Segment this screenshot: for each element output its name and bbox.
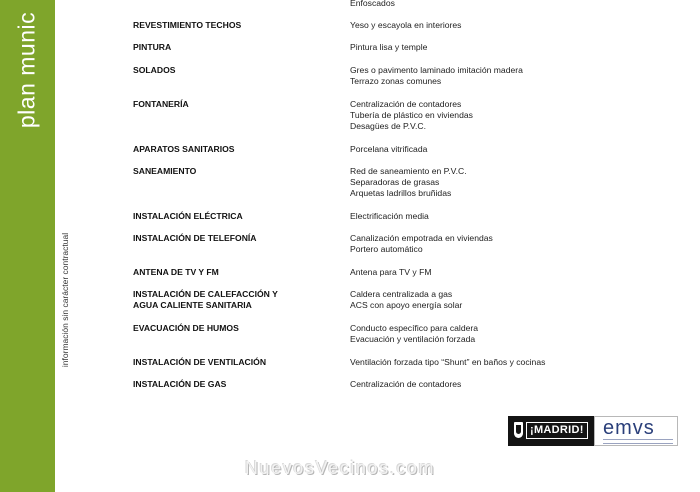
spec-value-line: Portero automático bbox=[350, 244, 423, 255]
emvs-subtitle-lines bbox=[603, 439, 673, 444]
spec-value-line: Ventilación forzada tipo “Shunt” en baños y cocinas bbox=[350, 357, 546, 367]
spec-label: INSTALACIÓN ELÉCTRICA bbox=[133, 211, 243, 221]
spec-label: ANTENA DE TV Y FM bbox=[133, 267, 219, 277]
spec-value-line: Conducto específico para caldera bbox=[350, 323, 479, 333]
spec-label: PINTURA bbox=[133, 42, 172, 52]
spec-value bbox=[350, 211, 650, 222]
spec-value bbox=[350, 20, 650, 31]
spec-value-line: Yeso y escayola en interiores bbox=[350, 20, 462, 30]
spec-value-line: Canalización empotrada en viviendas bbox=[350, 233, 493, 243]
madrid-logo-text: ¡MADRID! bbox=[526, 422, 588, 439]
emvs-logo-text: emvs bbox=[603, 417, 655, 439]
spec-label: SANEAMIENTO bbox=[133, 166, 197, 176]
spec-value-line: Enfoscados bbox=[350, 0, 395, 8]
contract-disclaimer: información sin carácter contractual bbox=[60, 232, 70, 368]
spec-value bbox=[350, 99, 650, 133]
spec-value bbox=[350, 357, 650, 368]
spec-value-line: Caldera centralizada a gas bbox=[350, 289, 453, 299]
spec-label: INSTALACIÓN DE GAS bbox=[133, 379, 227, 389]
spec-value-line: Separadoras de grasas bbox=[350, 177, 440, 188]
madrid-logo bbox=[508, 416, 594, 446]
spec-value-line: Porcelana vitrificada bbox=[350, 144, 428, 154]
spec-label: EVACUACIÓN DE HUMOS bbox=[133, 323, 239, 333]
madrid-shield-icon bbox=[514, 422, 523, 438]
spec-value bbox=[350, 0, 650, 9]
spec-value bbox=[350, 323, 650, 345]
left-green-band bbox=[0, 0, 55, 492]
watermark: NuevosVecinos.com bbox=[245, 458, 436, 478]
spec-value bbox=[350, 267, 650, 278]
spec-value-line: Arquetas ladrillos bruñidas bbox=[350, 188, 452, 199]
spec-label: INSTALACIÓN DE CALEFACCIÓN Y AGUA CALIENTE SANITARIA bbox=[133, 289, 278, 311]
spec-label: INSTALACIÓN DE TELEFONÍA bbox=[133, 233, 257, 243]
spec-value-line: Electrificación media bbox=[350, 211, 429, 221]
spec-value-line: Evacuación y ventilación forzada bbox=[350, 334, 476, 345]
spec-value-line: Centralización de contadores bbox=[350, 99, 462, 109]
spec-label: REVESTIMIENTO TECHOS bbox=[133, 20, 242, 30]
spec-label: APARATOS SANITARIOS bbox=[133, 144, 235, 154]
spec-value bbox=[350, 144, 650, 155]
band-title: plan munic bbox=[13, 11, 40, 129]
spec-value bbox=[350, 379, 650, 390]
spec-value-line: ACS con apoyo energía solar bbox=[350, 300, 463, 311]
spec-value bbox=[350, 289, 650, 311]
logos bbox=[508, 416, 678, 446]
spec-value-line: Antena para TV y FM bbox=[350, 267, 432, 277]
spec-value bbox=[350, 65, 650, 87]
spec-value-line: Tubería de plástico en viviendas bbox=[350, 110, 473, 121]
spec-value-line: Centralización de contadores bbox=[350, 379, 462, 389]
spec-label: FONTANERÍA bbox=[133, 99, 189, 109]
spec-value-line: Red de saneamiento en P.V.C. bbox=[350, 166, 467, 176]
spec-label: SOLADOS bbox=[133, 65, 176, 75]
spec-value-line: Desagües de P.V.C. bbox=[350, 121, 426, 132]
spec-value-line: Terrazo zonas comunes bbox=[350, 76, 442, 87]
spec-value-line: Pintura lisa y temple bbox=[350, 42, 428, 52]
spec-value bbox=[350, 233, 650, 255]
spec-value bbox=[350, 166, 650, 200]
spec-value-line: Gres o pavimento laminado imitación madera bbox=[350, 65, 523, 75]
spec-value bbox=[350, 42, 650, 53]
spec-label: INSTALACIÓN DE VENTILACIÓN bbox=[133, 357, 267, 367]
emvs-logo bbox=[594, 416, 678, 446]
